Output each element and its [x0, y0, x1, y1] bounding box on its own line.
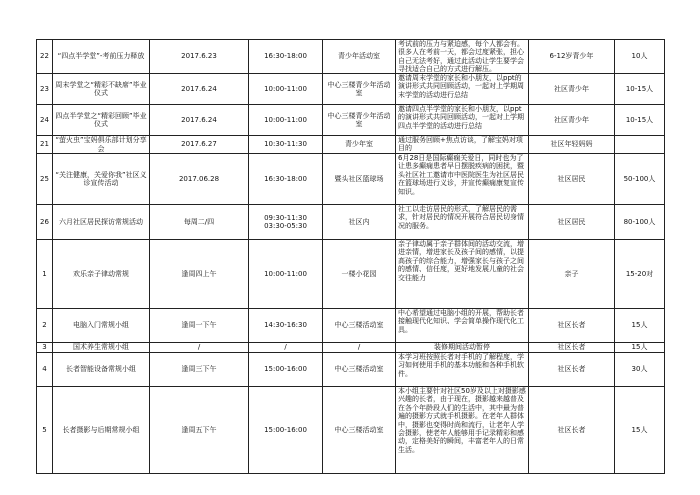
table-row	[37, 353, 665, 387]
activity-name: “四点半学堂”-考前压力释放	[53, 40, 150, 74]
activity-time: 10:00-11:00	[249, 74, 323, 105]
row-number: 1	[37, 240, 53, 309]
description-text: 本学习班按照长者对手机的了解程度，学习如何使用手机的基本功能和各种手机软件。	[398, 353, 524, 378]
participant-count	[615, 136, 665, 154]
table-row	[37, 136, 665, 154]
activity-description	[396, 240, 529, 309]
activity-place: 社区内	[323, 205, 396, 240]
participant-count: 15人	[615, 387, 665, 474]
activity-name: 欢乐亲子律动常规	[53, 240, 150, 309]
row-number: 24	[37, 105, 53, 136]
activity-date: 逢周三下午	[150, 353, 249, 387]
participant-count: 50-100人	[615, 154, 665, 205]
target-group: 亲子	[529, 240, 615, 309]
row-number: 21	[37, 136, 53, 154]
row-number: 5	[37, 387, 53, 474]
table-row	[37, 309, 665, 343]
activity-name: “萤火虫”宝妈俱乐部计划分享会	[53, 136, 150, 154]
table-row	[37, 74, 665, 105]
activity-date: 逢周五下午	[150, 387, 249, 474]
activity-time: 14:30-16:30	[249, 309, 323, 343]
target-group: 社区长者	[529, 387, 615, 474]
table-row	[37, 205, 665, 240]
activity-place: 青少年活动室	[323, 40, 396, 74]
row-number: 25	[37, 154, 53, 205]
table-row	[37, 154, 665, 205]
activity-place: 中心三楼活动室	[323, 309, 396, 343]
activity-date: 2017.06.28	[150, 154, 249, 205]
participant-count: 15人	[615, 309, 665, 343]
participant-count: 10-15人	[615, 105, 665, 136]
target-group: 社区年轻妈妈	[529, 136, 615, 154]
participant-count: 15-20对	[615, 240, 665, 309]
activity-description	[396, 309, 529, 343]
activity-description	[396, 387, 529, 474]
activity-name: 长者智能设备常规小组	[53, 353, 150, 387]
activity-description	[396, 343, 529, 353]
target-group: 社区青少年	[529, 74, 615, 105]
activity-name: 四点半学堂之“精彩回顾”毕业仪式	[53, 105, 150, 136]
activity-description	[396, 205, 529, 240]
description-text: 考试前的压力与紧迫感，每个人都会有。很多人在考前一天，都会过度紧张，担心自己无法考好，通过此活动让学生要学会寻找适合自己的方式进行解压。	[398, 40, 524, 73]
target-group: 社区长者	[529, 353, 615, 387]
participant-count: 80-100人	[615, 205, 665, 240]
activity-place: 中心三楼青少年活动室	[323, 74, 396, 105]
target-group: 社区长者	[529, 343, 615, 353]
row-number: 26	[37, 205, 53, 240]
target-group: 社区青少年	[529, 105, 615, 136]
activity-date: 每周二/四	[150, 205, 249, 240]
participant-count: 30人	[615, 353, 665, 387]
activity-description	[396, 353, 529, 387]
activity-name: 周末学堂之“精彩不缺席”毕业仪式	[53, 74, 150, 105]
target-group: 社区居民	[529, 205, 615, 240]
row-number: 22	[37, 40, 53, 74]
activity-date: 2017.6.27	[150, 136, 249, 154]
activity-date: 逢周一下午	[150, 309, 249, 343]
activity-place: 中心三楼活动室	[323, 387, 396, 474]
activity-name: 国术养生常规小组	[53, 343, 150, 353]
activity-place: /	[323, 343, 396, 353]
participant-count: 10-15人	[615, 74, 665, 105]
table-row	[37, 40, 665, 74]
row-number: 2	[37, 309, 53, 343]
activity-time: 09:30-11:30 03:30-05:30	[249, 205, 323, 240]
activity-date: 2017.6.24	[150, 105, 249, 136]
table-row	[37, 240, 665, 309]
activity-date: 2017.6.24	[150, 74, 249, 105]
description-text: 中心希望通过电脑小组的开展，帮助长者接触现代化知识、学会简单操作现代化工具。	[398, 309, 524, 334]
description-text: 6月28日是国际癫痫关爱日，同时也为了让患多癫痫患者早日摆脱疾病的困扰，暨头社区社工邀请市中医院医生为社区居民在篮球场进行义诊，并宣传癫痫康复宣传知识。	[398, 154, 524, 196]
activity-name: “关注健康，关爱你我”社区义诊宣传活动	[53, 154, 150, 205]
description-text: 邀请周末学堂的家长和小朋友，以ppt的演讲形式共同回顾活动，一起对上学期周末学堂的活动进行总结	[398, 74, 524, 99]
description-text: 邀请四点半学堂的家长和小朋友，以ppt的演讲形式共同回顾活动，一起对上学期四点半学堂的活动进行总结	[398, 105, 524, 130]
participant-count: 15人	[615, 343, 665, 353]
row-number: 3	[37, 343, 53, 353]
target-group: 社区长者	[529, 309, 615, 343]
activity-time: 16:30-18:00	[249, 154, 323, 205]
table-row	[37, 343, 665, 353]
row-number: 4	[37, 353, 53, 387]
activity-schedule-table	[36, 39, 665, 474]
activity-time: 15:00-16:00	[249, 353, 323, 387]
description-text: 亲子律动属于亲子群体间的活动交流，增进亲情，增进家长及孩子间的感情，以提高孩子的综合能力，增强家长与孩子之间的感情、信任度，更好地发展儿童的社会交往能力	[398, 240, 524, 282]
activity-place: 中心三楼青少年活动室	[323, 105, 396, 136]
activity-name: 长者摄影与后期常规小组	[53, 387, 150, 474]
participant-count: 10人	[615, 40, 665, 74]
activity-description	[396, 154, 529, 205]
description-text: 装修期间活动暂停	[434, 343, 490, 351]
activity-name: 六月社区居民探访常规活动	[53, 205, 150, 240]
activity-date: 逢周四上午	[150, 240, 249, 309]
row-number: 23	[37, 74, 53, 105]
table-row	[37, 105, 665, 136]
activity-time: 10:00-11:00	[249, 240, 323, 309]
activity-time: /	[249, 343, 323, 353]
activity-description	[396, 40, 529, 74]
target-group: 6-12岁青少年	[529, 40, 615, 74]
description-text: 本小组主要针对社区50岁及以上对摄影感兴趣的长者，由于现在，摄影越来越普及在各个年龄段人们的生活中，其中最为普遍的摄影方式就手机摄影。在老年人群体中，摄影也变得时尚和流行，让老年人学会摄影，使老年人能够用手记录精彩和感动，定格美好的瞬间，丰富老年人的日常生活。	[398, 387, 526, 454]
description-text: 社工以走访居民的形式，了解居民的需求，针对居民的情况开展符合居民切身情况的服务。	[398, 205, 524, 230]
activity-date: 2017.6.23	[150, 40, 249, 74]
activity-place: 中心三楼活动室	[323, 353, 396, 387]
activity-description	[396, 105, 529, 136]
activity-time: 10:30-11:30	[249, 136, 323, 154]
description-text: 通过服务回顾+焦点访谈，了解宝妈对项目的	[398, 136, 523, 153]
activity-description	[396, 74, 529, 105]
activity-time: 15:00-16:00	[249, 387, 323, 474]
activity-place: 一楼小花园	[323, 240, 396, 309]
table-row	[37, 387, 665, 474]
activity-time: 16:30-18:00	[249, 40, 323, 74]
activity-description	[396, 136, 529, 154]
target-group: 社区居民	[529, 154, 615, 205]
activity-place: 暨头社区篮球场	[323, 154, 396, 205]
activity-place: 青少年室	[323, 136, 396, 154]
activity-date: /	[150, 343, 249, 353]
activity-time: 10:00-11:00	[249, 105, 323, 136]
activity-name: 电脑入门常规小组	[53, 309, 150, 343]
